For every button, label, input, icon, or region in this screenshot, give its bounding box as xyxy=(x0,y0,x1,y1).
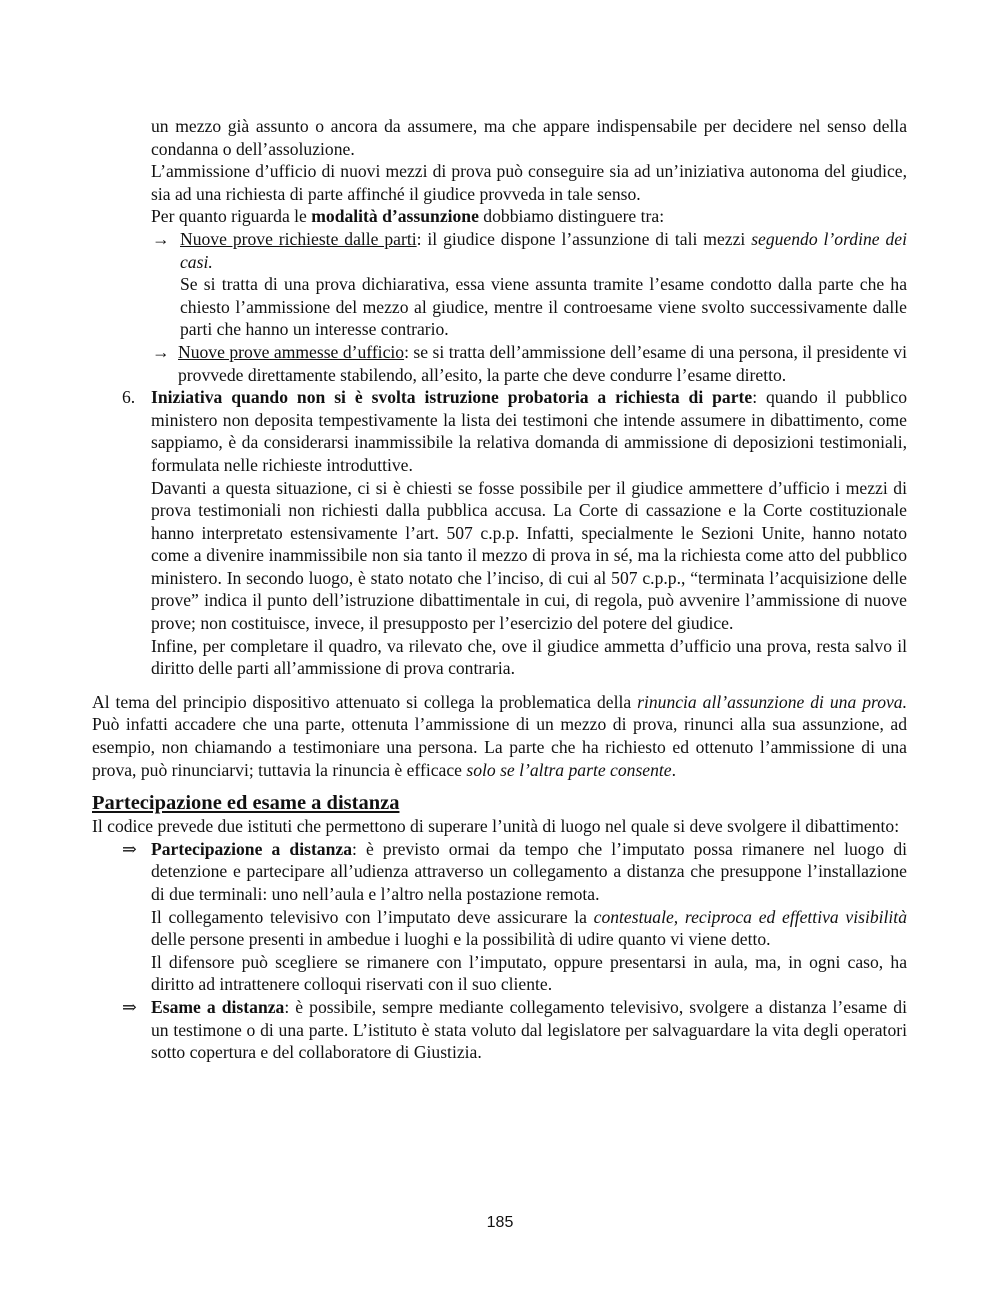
list-item-subparagraph: Se si tratta di una prova dichiarativa, essa viene assunta tramite l’esame condotto dalla parte che ha chiesto l’ammissione del mezzo al giudice, mentre il controesame viene svolto successivamente dalle parti che hanno un interesse contrario. xyxy=(180,274,907,340)
double-arrow-icon: ⇒ xyxy=(122,996,137,1017)
paragraph-collegamento: Il collegamento televisivo con l’imputato deve assicurare la contestuale, reciproca ed effettiva visibilità delle persone presenti in ambedue i luoghi e la possibilità di udire quanto vi viene detto. xyxy=(151,906,907,950)
underlined-term: Nuove prove ammesse d’ufficio xyxy=(178,341,405,362)
bold-term: modalità d’assunzione xyxy=(311,206,479,227)
numbered-item-6: 6. Iniziativa quando non si è svolta istruzione probatoria a richiesta di parte: quando il pubblico ministero non deposita tempestivamente la lista dei testimoni che intende assumere in dibattimento, come sappiamo, è da considerarsi inammissibile la relativa domanda di ammissione di deposizioni testimoniali, formulata nelle richieste introduttive. xyxy=(122,387,907,475)
item-number: 6. xyxy=(122,387,136,408)
paragraph-modalita: Per quanto riguarda le modalità d’assunzione dobbiamo distinguere tra: xyxy=(151,206,665,227)
bold-term: Esame a distanza xyxy=(151,996,285,1017)
paragraph-difensore: Il difensore può scegliere se rimanere con l’imputato, oppure presentarsi in aula, ma, in ogni caso, ha diritto ad intrattenere colloqui riservati con il suo cliente. xyxy=(151,951,907,995)
arrow-right-icon: → xyxy=(152,228,170,249)
section-heading: Partecipazione ed esame a distanza xyxy=(92,792,400,815)
bold-term: Iniziativa quando non si è svolta istruzione probatoria a richiesta di parte xyxy=(151,387,753,408)
arrow-right-icon: → xyxy=(152,341,170,362)
paragraph-istituti: Il codice prevede due istituti che permettono di superare l’unità di luogo nel quale si deve svolgere il dibattimento: xyxy=(92,816,900,837)
paragraph-item6-2: Davanti a questa situazione, ci si è chiesti se fosse possibile per il giudice ammettere d’ufficio i mezzi di prova testimoniali non richiesti dalla pubblica accusa. La Corte di cassazione e la Corte costituzionale hanno interpretato estensivamente l’art. 507 c.p.p. Infatti, specialmente le Sezioni Unite, hanno notato come a divenire inammissibile non sia tanto il mezzo di prova in sé, ma la richiesta come atto del pubblico ministero. In secondo luogo, è stato notato che l’inciso, di cui al 507 c.p.p., “terminata l’acquisizione delle prove” indica il punto dell’istruzione dibattimentale in cui, di regola, può avvenire l’ammissione di nuove prove; non costituisce, invece, il presupposto per l’esercizio del potere del giudice. xyxy=(151,477,907,634)
bold-term: Partecipazione a distanza xyxy=(151,838,352,859)
page-number: 185 xyxy=(486,1214,514,1231)
paragraph-intro: un mezzo già assunto o ancora da assumere, ma che appare indispensabile per decidere nel senso della condanna o dell’assoluzione. xyxy=(151,116,907,159)
double-arrow-icon: ⇒ xyxy=(122,838,137,859)
list-item-prove-ufficio: → Nuove prove ammesse d’ufficio: se si tratta dell’ammissione dell’esame di una persona, il presidente vi provvede direttamente stabilendo, all’esito, la parte che deve condurre l’esame diretto. xyxy=(152,341,907,385)
list-item-prove-richieste: → Nuove prove richieste dalle parti: il giudice dispone l’assunzione di tali mezzi seguendo l’ordine dei casi. xyxy=(152,228,907,272)
list-item-partecipazione: ⇒ Partecipazione a distanza: è previsto ormai da tempo che l’imputato possa rimanere nel luogo di detenzione e partecipare all’udienza attraverso un collegamento a distanza che presuppone l’installazione di due terminali: uno nell’aula e l’altro nella postazione remota. xyxy=(122,838,908,904)
underlined-term: Nuove prove richieste dalle parti xyxy=(180,228,417,249)
paragraph-rinuncia: Al tema del principio dispositivo attenuato si collega la problematica della rinuncia all’assunzione di una prova. Può infatti accadere che una parte, ottenuta l’ammissione di un mezzo di prova, rinunci alla sua assunzione, ad esempio, non chiamando a testimoniare una persona. La parte che ha richiesto ed ottenuto l’ammissione di una prova, può rinunciarvi; tuttavia la rinuncia è efficace solo se l’altra parte consente. xyxy=(92,691,908,780)
paragraph-ammissione: L’ammissione d’ufficio di nuovi mezzi di prova può conseguire sia ad un’iniziativa autonoma del giudice, sia ad una richiesta di parte affinché il giudice provveda in tale senso. xyxy=(151,161,907,204)
list-item-esame: ⇒ Esame a distanza: è possibile, sempre mediante collegamento televisivo, svolgere a distanza l’esame di un testimone o di una parte. L’istituto è stata voluto dal legislatore per salvaguardare la vita degli operatori sotto copertura e del collaboratore di Giustizia. xyxy=(122,996,907,1063)
paragraph-item6-3: Infine, per completare il quadro, va rilevato che, ove il giudice ammetta d’ufficio una prova, resta salvo il diritto delle parti all’ammissione di prova contraria. xyxy=(151,635,907,679)
